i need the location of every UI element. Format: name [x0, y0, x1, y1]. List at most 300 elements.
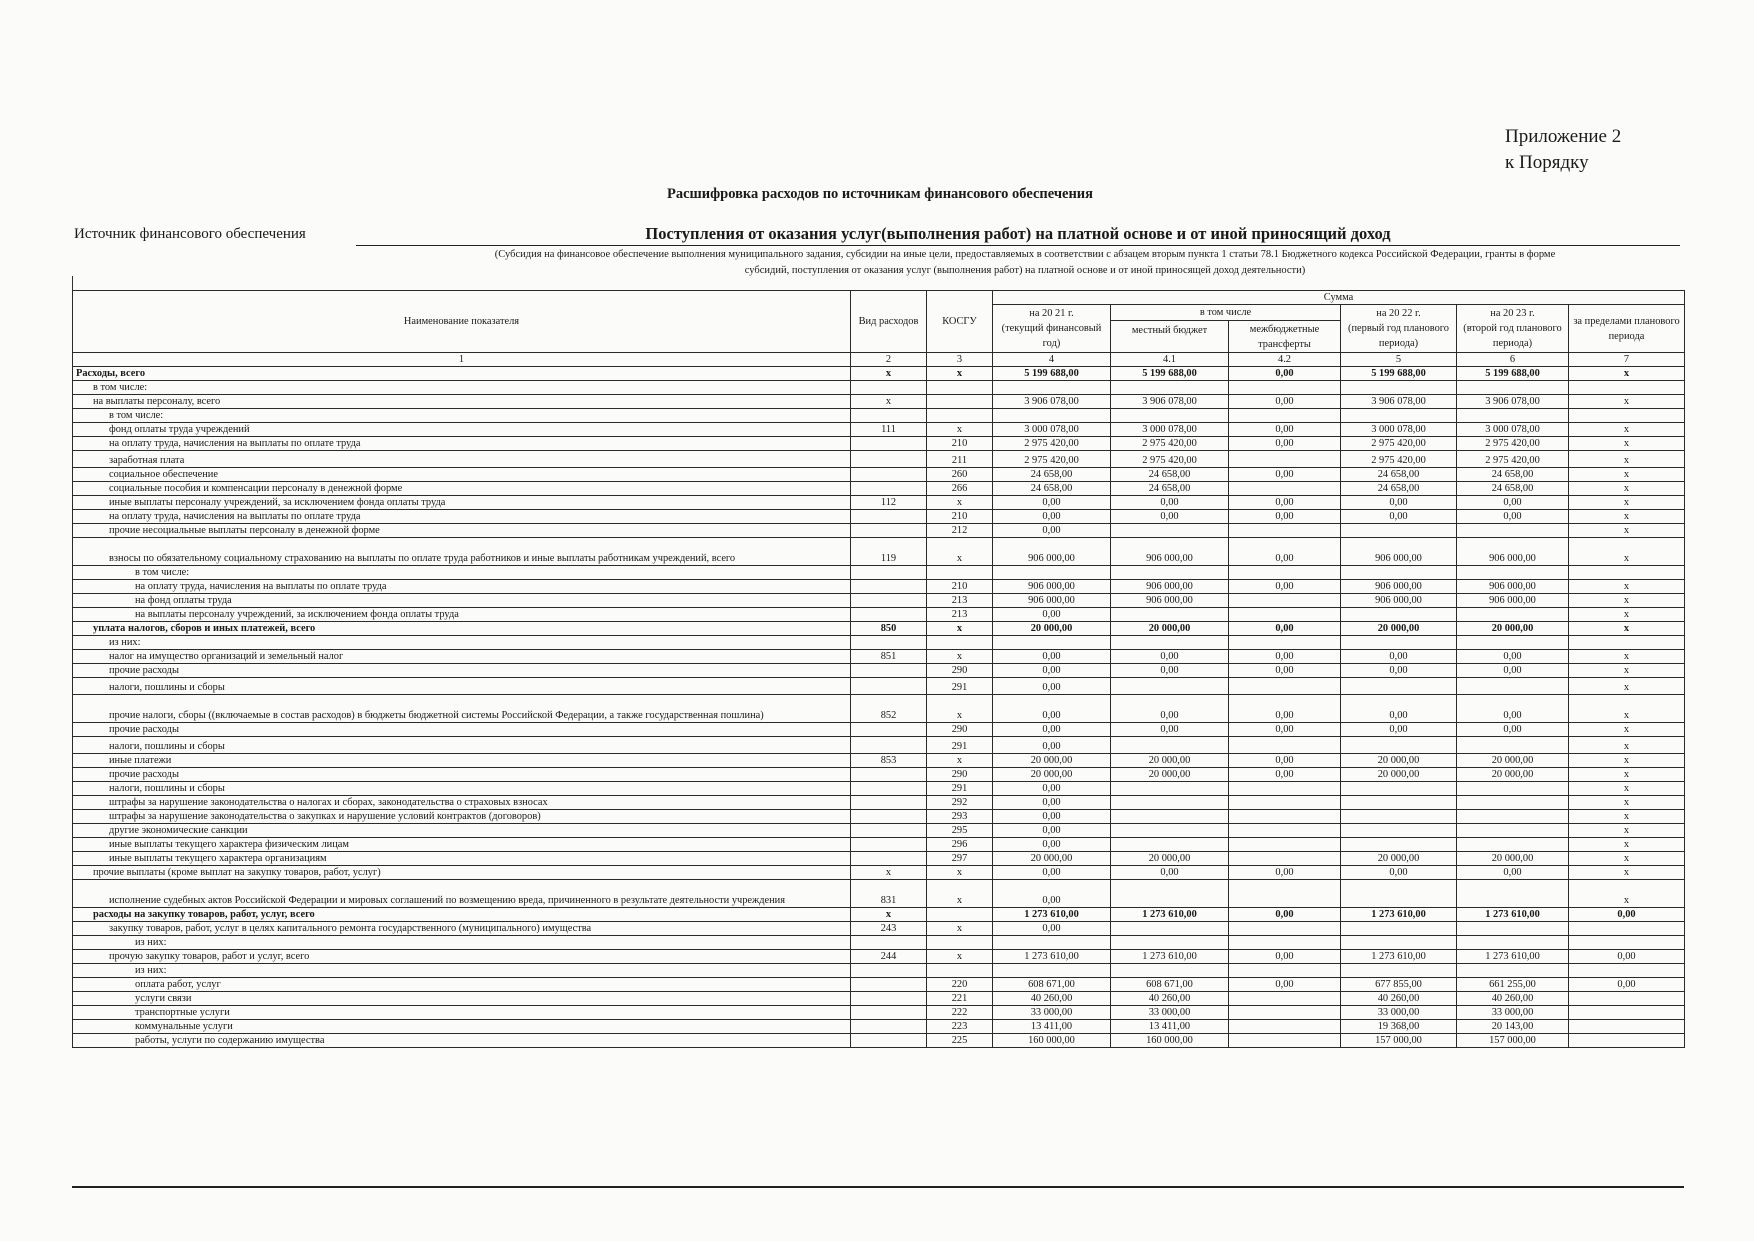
row-local-budget	[1111, 922, 1229, 936]
row-transfers: 0,00	[1229, 866, 1341, 880]
header-year-2023	[1457, 305, 1569, 353]
row-expense-type	[851, 451, 927, 468]
row-expense-type	[851, 468, 927, 482]
row-beyond-period: x	[1569, 395, 1685, 409]
row-sum-2021: 0,00	[993, 782, 1111, 796]
table-row	[73, 622, 1685, 636]
row-beyond-period: x	[1569, 580, 1685, 594]
table-row	[73, 880, 1685, 908]
row-local-budget: 0,00	[1111, 510, 1229, 524]
row-kosgu: x	[927, 423, 993, 437]
row-sum-2021: 0,00	[993, 695, 1111, 723]
row-expense-type	[851, 381, 927, 395]
row-sum-2023	[1457, 636, 1569, 650]
row-sum-2021: 40 260,00	[993, 992, 1111, 1006]
row-beyond-period	[1569, 381, 1685, 395]
row-transfers	[1229, 409, 1341, 423]
row-expense-type	[851, 566, 927, 580]
appendix-note	[1505, 124, 1621, 176]
table-row	[73, 437, 1685, 451]
table-row	[73, 510, 1685, 524]
row-sum-2022: 906 000,00	[1341, 594, 1457, 608]
funding-source-note	[380, 247, 1670, 279]
row-sum-2023	[1457, 737, 1569, 754]
table-row	[73, 1006, 1685, 1020]
row-transfers: 0,00	[1229, 664, 1341, 678]
row-name: уплата налогов, сборов и иных платежей, всего	[73, 622, 851, 636]
row-sum-2021	[993, 936, 1111, 950]
row-kosgu: 222	[927, 1006, 993, 1020]
row-sum-2021: 3 000 078,00	[993, 423, 1111, 437]
row-name: социальное обеспечение	[73, 468, 851, 482]
row-local-budget: 3 906 078,00	[1111, 395, 1229, 409]
row-expense-type	[851, 723, 927, 737]
col-number: 4	[993, 353, 1111, 367]
row-kosgu	[927, 381, 993, 395]
row-kosgu: 295	[927, 824, 993, 838]
row-sum-2022: 906 000,00	[1341, 538, 1457, 566]
row-name: налоги, пошлины и сборы	[73, 678, 851, 695]
row-sum-2023: 0,00	[1457, 866, 1569, 880]
row-transfers: 0,00	[1229, 538, 1341, 566]
row-sum-2023: 33 000,00	[1457, 1006, 1569, 1020]
row-local-budget	[1111, 678, 1229, 695]
row-kosgu: x	[927, 538, 993, 566]
row-local-budget: 906 000,00	[1111, 538, 1229, 566]
row-name: заработная плата	[73, 451, 851, 468]
row-sum-2022: 20 000,00	[1341, 754, 1457, 768]
row-beyond-period: x	[1569, 538, 1685, 566]
row-beyond-period: x	[1569, 838, 1685, 852]
row-expense-type: 831	[851, 880, 927, 908]
table-row	[73, 992, 1685, 1006]
row-local-budget	[1111, 636, 1229, 650]
row-sum-2021	[993, 964, 1111, 978]
row-sum-2021: 0,00	[993, 824, 1111, 838]
row-sum-2021	[993, 636, 1111, 650]
row-sum-2022: 0,00	[1341, 510, 1457, 524]
row-sum-2023: 3 906 078,00	[1457, 395, 1569, 409]
row-sum-2021: 3 906 078,00	[993, 395, 1111, 409]
row-beyond-period: x	[1569, 437, 1685, 451]
row-sum-2023: 20 143,00	[1457, 1020, 1569, 1034]
table-row	[73, 824, 1685, 838]
row-sum-2022: 0,00	[1341, 695, 1457, 723]
row-name: на фонд оплаты труда	[73, 594, 851, 608]
row-expense-type	[851, 409, 927, 423]
row-kosgu: x	[927, 496, 993, 510]
row-transfers	[1229, 852, 1341, 866]
row-expense-type	[851, 1034, 927, 1048]
row-sum-2022: 5 199 688,00	[1341, 367, 1457, 381]
row-transfers: 0,00	[1229, 650, 1341, 664]
row-transfers: 0,00	[1229, 510, 1341, 524]
table-row	[73, 908, 1685, 922]
row-sum-2021: 0,00	[993, 810, 1111, 824]
row-kosgu: 223	[927, 1020, 993, 1034]
row-name: закупку товаров, работ, услуг в целях капитального ремонта государственного (муниципального) имущества	[73, 922, 851, 936]
table-row	[73, 608, 1685, 622]
table-row	[73, 636, 1685, 650]
row-sum-2022	[1341, 964, 1457, 978]
table-row	[73, 796, 1685, 810]
appendix-line-2: к Порядку	[1505, 152, 1589, 173]
row-sum-2023	[1457, 922, 1569, 936]
row-beyond-period: x	[1569, 880, 1685, 908]
row-sum-2022	[1341, 782, 1457, 796]
col-number: 3	[927, 353, 993, 367]
row-kosgu: 290	[927, 664, 993, 678]
header-expense-type: Вид расходов	[851, 291, 927, 353]
column-numbers-row	[73, 353, 1685, 367]
row-sum-2022: 1 273 610,00	[1341, 950, 1457, 964]
row-expense-type	[851, 978, 927, 992]
row-name: налоги, пошлины и сборы	[73, 737, 851, 754]
row-name: штрафы за нарушение законодательства о закупках и нарушение условий контрактов (договоров)	[73, 810, 851, 824]
row-kosgu: x	[927, 880, 993, 908]
row-sum-2023	[1457, 608, 1569, 622]
row-sum-2022	[1341, 381, 1457, 395]
col-number: 5	[1341, 353, 1457, 367]
row-kosgu: 213	[927, 594, 993, 608]
funding-source-note-line-2: субсидий, поступления от оказания услуг (выполнения работ) на платной основе и от иной приносящей доход деятельности)	[744, 265, 1306, 276]
row-local-budget: 13 411,00	[1111, 1020, 1229, 1034]
row-kosgu: 211	[927, 451, 993, 468]
row-name: иные платежи	[73, 754, 851, 768]
table-row	[73, 538, 1685, 566]
row-sum-2021: 0,00	[993, 524, 1111, 538]
row-transfers	[1229, 1006, 1341, 1020]
row-sum-2022	[1341, 810, 1457, 824]
table-row	[73, 381, 1685, 395]
row-sum-2023: 157 000,00	[1457, 1034, 1569, 1048]
row-local-budget: 0,00	[1111, 866, 1229, 880]
row-name: услуги связи	[73, 992, 851, 1006]
row-local-budget	[1111, 782, 1229, 796]
row-transfers	[1229, 936, 1341, 950]
row-local-budget	[1111, 608, 1229, 622]
row-sum-2021: 0,00	[993, 922, 1111, 936]
row-sum-2021: 608 671,00	[993, 978, 1111, 992]
row-name: фонд оплаты труда учреждений	[73, 423, 851, 437]
row-local-budget	[1111, 796, 1229, 810]
row-expense-type	[851, 964, 927, 978]
row-name: социальные пособия и компенсации персоналу в денежной форме	[73, 482, 851, 496]
row-kosgu: 225	[927, 1034, 993, 1048]
row-expense-type	[851, 437, 927, 451]
row-kosgu: 290	[927, 723, 993, 737]
row-expense-type	[851, 992, 927, 1006]
row-beyond-period: x	[1569, 650, 1685, 664]
row-sum-2022: 906 000,00	[1341, 580, 1457, 594]
row-sum-2023	[1457, 409, 1569, 423]
row-local-budget	[1111, 880, 1229, 908]
row-beyond-period	[1569, 566, 1685, 580]
row-sum-2022: 20 000,00	[1341, 622, 1457, 636]
row-expense-type	[851, 608, 927, 622]
row-transfers	[1229, 594, 1341, 608]
row-expense-type	[851, 852, 927, 866]
row-sum-2021: 5 199 688,00	[993, 367, 1111, 381]
row-sum-2022: 2 975 420,00	[1341, 437, 1457, 451]
col-number: 4.1	[1111, 353, 1229, 367]
row-beyond-period: x	[1569, 664, 1685, 678]
row-local-budget: 20 000,00	[1111, 768, 1229, 782]
row-sum-2023: 0,00	[1457, 510, 1569, 524]
row-sum-2022: 20 000,00	[1341, 768, 1457, 782]
row-sum-2021: 0,00	[993, 838, 1111, 852]
row-name: налоги, пошлины и сборы	[73, 782, 851, 796]
row-name: расходы на закупку товаров, работ, услуг, всего	[73, 908, 851, 922]
row-local-budget: 0,00	[1111, 650, 1229, 664]
row-local-budget: 20 000,00	[1111, 852, 1229, 866]
row-sum-2022: 24 658,00	[1341, 482, 1457, 496]
row-expense-type: x	[851, 866, 927, 880]
row-name: оплата работ, услуг	[73, 978, 851, 992]
row-expense-type	[851, 824, 927, 838]
row-name: другие экономические санкции	[73, 824, 851, 838]
row-beyond-period	[1569, 1006, 1685, 1020]
row-transfers	[1229, 880, 1341, 908]
row-sum-2023: 40 260,00	[1457, 992, 1569, 1006]
table-row	[73, 978, 1685, 992]
row-expense-type	[851, 737, 927, 754]
table-row	[73, 950, 1685, 964]
row-sum-2022	[1341, 409, 1457, 423]
row-beyond-period: x	[1569, 622, 1685, 636]
row-transfers	[1229, 838, 1341, 852]
row-sum-2023: 906 000,00	[1457, 580, 1569, 594]
row-transfers	[1229, 566, 1341, 580]
row-local-budget: 0,00	[1111, 723, 1229, 737]
row-beyond-period: x	[1569, 367, 1685, 381]
table-row	[73, 754, 1685, 768]
row-beyond-period: x	[1569, 524, 1685, 538]
row-expense-type: 111	[851, 423, 927, 437]
table-row	[73, 395, 1685, 409]
row-sum-2022: 677 855,00	[1341, 978, 1457, 992]
row-beyond-period: x	[1569, 810, 1685, 824]
row-sum-2023	[1457, 838, 1569, 852]
table-row	[73, 782, 1685, 796]
row-kosgu: x	[927, 866, 993, 880]
row-expense-type: x	[851, 367, 927, 381]
row-transfers	[1229, 782, 1341, 796]
table-row	[73, 678, 1685, 695]
row-sum-2021: 20 000,00	[993, 754, 1111, 768]
row-kosgu: 210	[927, 510, 993, 524]
row-expense-type: 243	[851, 922, 927, 936]
row-kosgu	[927, 908, 993, 922]
row-beyond-period: x	[1569, 796, 1685, 810]
row-sum-2022: 20 000,00	[1341, 852, 1457, 866]
row-sum-2023: 20 000,00	[1457, 852, 1569, 866]
row-transfers: 0,00	[1229, 580, 1341, 594]
col-number: 1	[73, 353, 851, 367]
row-kosgu: 293	[927, 810, 993, 824]
row-beyond-period: x	[1569, 510, 1685, 524]
row-local-budget: 906 000,00	[1111, 594, 1229, 608]
row-expense-type	[851, 1020, 927, 1034]
row-name: транспортные услуги	[73, 1006, 851, 1020]
row-local-budget	[1111, 810, 1229, 824]
row-name: на выплаты персоналу учреждений, за исключением фонда оплаты труда	[73, 608, 851, 622]
row-sum-2023	[1457, 524, 1569, 538]
header-including: в том числе	[1111, 305, 1341, 321]
row-kosgu: 296	[927, 838, 993, 852]
table-row	[73, 423, 1685, 437]
table-row	[73, 524, 1685, 538]
row-sum-2021	[993, 381, 1111, 395]
row-beyond-period: x	[1569, 482, 1685, 496]
table-row	[73, 580, 1685, 594]
table-row	[73, 1020, 1685, 1034]
row-name: в том числе:	[73, 566, 851, 580]
table-row	[73, 594, 1685, 608]
row-sum-2021: 0,00	[993, 737, 1111, 754]
row-sum-2023	[1457, 964, 1569, 978]
row-name: на выплаты персоналу, всего	[73, 395, 851, 409]
row-sum-2022: 0,00	[1341, 650, 1457, 664]
table-row	[73, 409, 1685, 423]
header-kosgu: КОСГУ	[927, 291, 993, 353]
row-kosgu: x	[927, 950, 993, 964]
row-name: Расходы, всего	[73, 367, 851, 381]
row-kosgu: 260	[927, 468, 993, 482]
row-sum-2022: 1 273 610,00	[1341, 908, 1457, 922]
row-sum-2023: 20 000,00	[1457, 622, 1569, 636]
table-row	[73, 737, 1685, 754]
row-sum-2023: 20 000,00	[1457, 768, 1569, 782]
row-sum-2021: 0,00	[993, 880, 1111, 908]
col-number: 7	[1569, 353, 1685, 367]
table-row	[73, 852, 1685, 866]
row-sum-2022	[1341, 737, 1457, 754]
row-transfers: 0,00	[1229, 367, 1341, 381]
row-beyond-period	[1569, 936, 1685, 950]
row-beyond-period	[1569, 409, 1685, 423]
row-kosgu	[927, 936, 993, 950]
header-beyond-period: за пределами планового периода	[1569, 305, 1685, 353]
row-expense-type: 244	[851, 950, 927, 964]
row-local-budget: 20 000,00	[1111, 754, 1229, 768]
row-sum-2023	[1457, 782, 1569, 796]
row-sum-2023	[1457, 936, 1569, 950]
row-expense-type: 112	[851, 496, 927, 510]
row-kosgu: 297	[927, 852, 993, 866]
row-sum-2021: 20 000,00	[993, 768, 1111, 782]
header-year-2021	[993, 305, 1111, 353]
funding-source-label: Источник финансового обеспечения	[74, 226, 306, 242]
row-beyond-period: x	[1569, 496, 1685, 510]
row-sum-2023: 0,00	[1457, 664, 1569, 678]
col-number: 2	[851, 353, 927, 367]
row-kosgu: 220	[927, 978, 993, 992]
table-row	[73, 482, 1685, 496]
row-kosgu: x	[927, 622, 993, 636]
row-local-budget: 0,00	[1111, 496, 1229, 510]
row-name: из них:	[73, 936, 851, 950]
row-transfers	[1229, 524, 1341, 538]
row-local-budget: 5 199 688,00	[1111, 367, 1229, 381]
row-kosgu: x	[927, 922, 993, 936]
row-transfers	[1229, 482, 1341, 496]
row-expense-type	[851, 838, 927, 852]
row-name: прочие выплаты (кроме выплат на закупку товаров, работ, услуг)	[73, 866, 851, 880]
row-kosgu: x	[927, 367, 993, 381]
row-sum-2021: 0,00	[993, 796, 1111, 810]
row-sum-2022	[1341, 936, 1457, 950]
row-beyond-period: x	[1569, 695, 1685, 723]
row-kosgu	[927, 636, 993, 650]
table-row	[73, 695, 1685, 723]
row-name: взносы по обязательному социальному страхованию на выплаты по оплате труда работников и иные выплаты работникам учреждений, всего	[73, 538, 851, 566]
row-sum-2023: 2 975 420,00	[1457, 451, 1569, 468]
row-local-budget: 3 000 078,00	[1111, 423, 1229, 437]
table-row	[73, 838, 1685, 852]
row-kosgu: 212	[927, 524, 993, 538]
row-beyond-period	[1569, 1034, 1685, 1048]
row-expense-type	[851, 936, 927, 950]
row-sum-2021: 0,00	[993, 664, 1111, 678]
row-kosgu	[927, 566, 993, 580]
row-kosgu: 291	[927, 737, 993, 754]
row-beyond-period: x	[1569, 451, 1685, 468]
row-expense-type	[851, 524, 927, 538]
table-header	[73, 291, 1685, 367]
table-row	[73, 468, 1685, 482]
row-transfers: 0,00	[1229, 723, 1341, 737]
row-sum-2023	[1457, 796, 1569, 810]
row-name: на оплату труда, начисления на выплаты по оплате труда	[73, 580, 851, 594]
row-kosgu: 291	[927, 678, 993, 695]
row-beyond-period	[1569, 636, 1685, 650]
row-transfers	[1229, 678, 1341, 695]
row-name: исполнение судебных актов Российской Федерации и мировых соглашений по возмещению вреда, причиненного в результате деятельности учреждения	[73, 880, 851, 908]
row-transfers	[1229, 451, 1341, 468]
row-sum-2023	[1457, 678, 1569, 695]
row-name: на оплату труда, начисления на выплаты по оплате труда	[73, 510, 851, 524]
row-beyond-period	[1569, 964, 1685, 978]
row-kosgu	[927, 964, 993, 978]
row-sum-2021: 33 000,00	[993, 1006, 1111, 1020]
row-expense-type	[851, 810, 927, 824]
row-beyond-period: x	[1569, 678, 1685, 695]
row-transfers: 0,00	[1229, 622, 1341, 636]
row-sum-2021: 906 000,00	[993, 594, 1111, 608]
row-sum-2021: 24 658,00	[993, 468, 1111, 482]
row-transfers	[1229, 992, 1341, 1006]
row-local-budget: 608 671,00	[1111, 978, 1229, 992]
row-beyond-period: x	[1569, 608, 1685, 622]
row-beyond-period: x	[1569, 824, 1685, 838]
row-sum-2021: 20 000,00	[993, 622, 1111, 636]
row-expense-type: 852	[851, 695, 927, 723]
row-sum-2022: 0,00	[1341, 664, 1457, 678]
row-sum-2022	[1341, 524, 1457, 538]
row-local-budget: 2 975 420,00	[1111, 451, 1229, 468]
row-expense-type	[851, 580, 927, 594]
row-local-budget: 1 273 610,00	[1111, 950, 1229, 964]
funding-source-note-line-1: (Субсидия на финансовое обеспечение выполнения муниципального задания, субсидии на иные цели, предоставляемых в соответствии с абзацем вторым пункта 1 статьи 78.1 Бюджетного кодекса Российской Федерации, гранты в форме	[494, 249, 1556, 260]
row-expense-type: 119	[851, 538, 927, 566]
row-transfers	[1229, 636, 1341, 650]
row-sum-2023: 0,00	[1457, 496, 1569, 510]
row-expense-type	[851, 782, 927, 796]
row-beyond-period: x	[1569, 754, 1685, 768]
row-transfers	[1229, 737, 1341, 754]
row-local-budget: 0,00	[1111, 664, 1229, 678]
